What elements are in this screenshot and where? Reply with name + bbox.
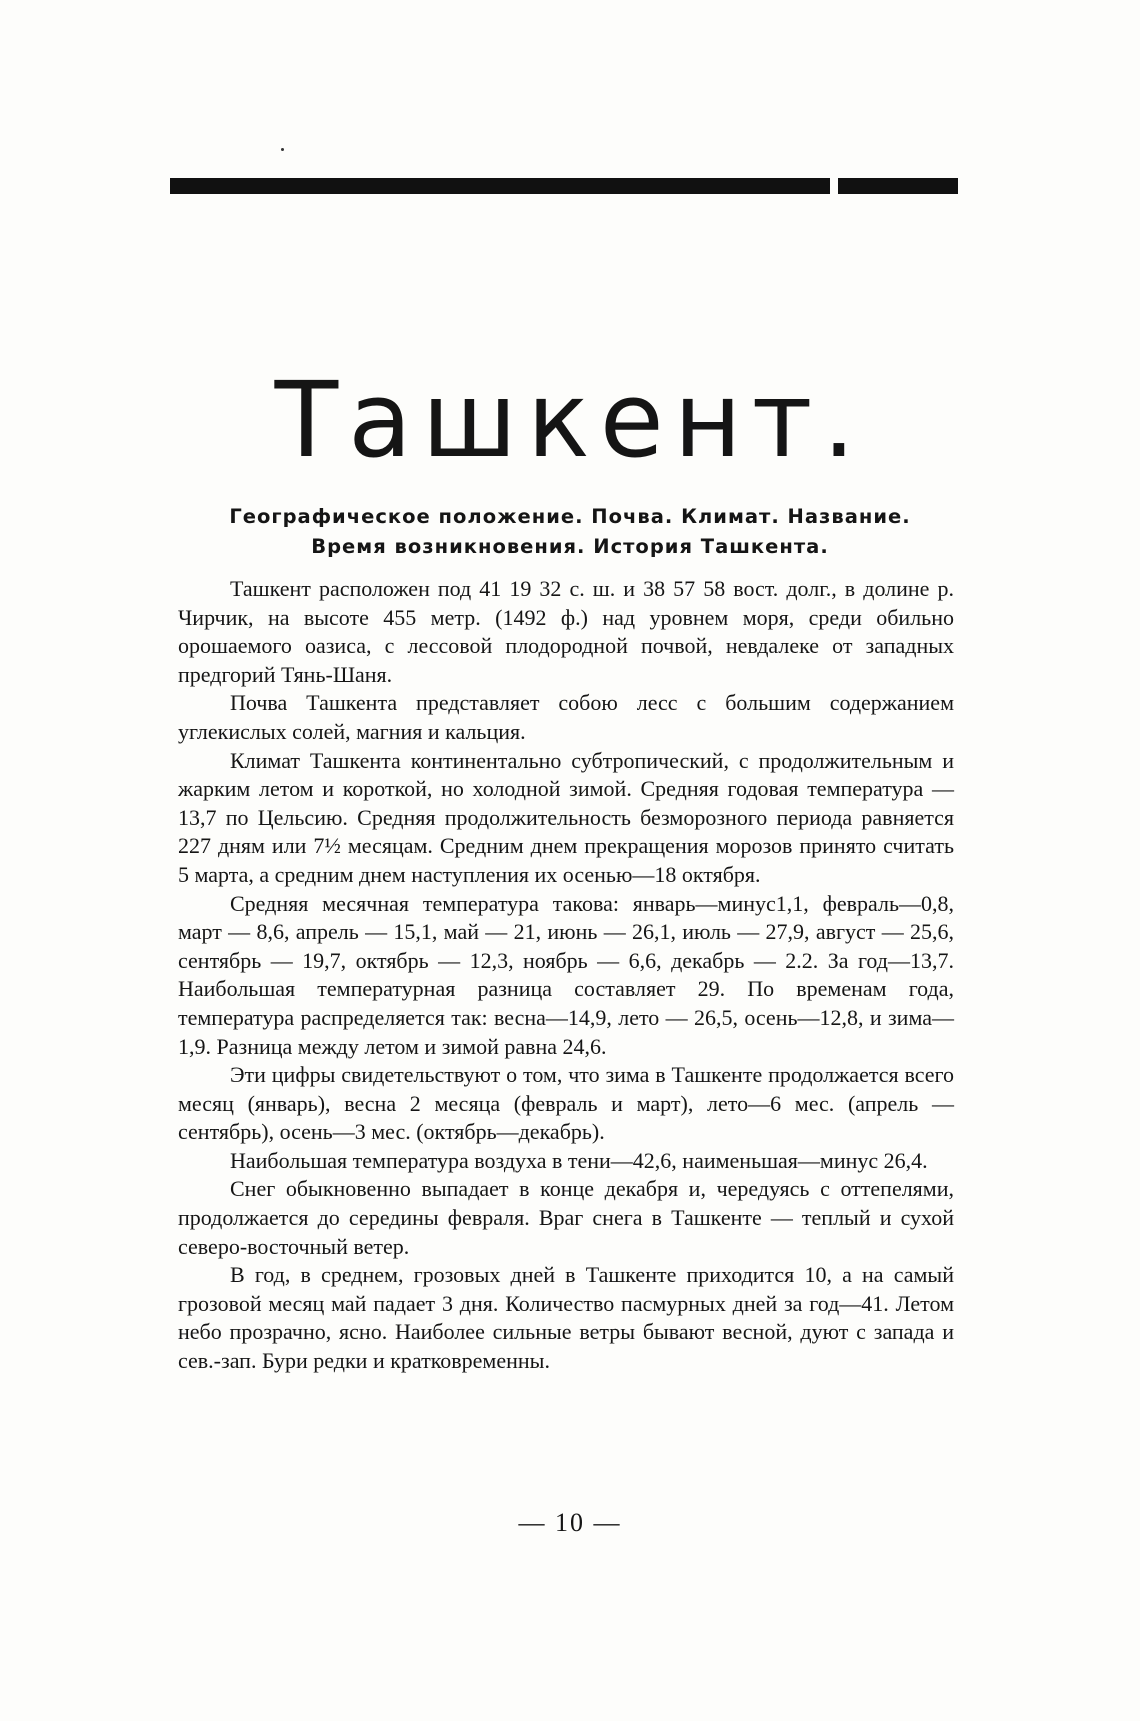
paragraph-seasons: Эти цифры свидетельствуют о том, что зима в Ташкенте продолжается всего месяц (январь), весна 2 месяца (февраль и март), лето—6 мес. (апрель —сентябрь), осень—3 мес. (октябрь—декабрь). [178, 1062, 954, 1145]
paragraph-monthly-temperature: Средняя месячная температура такова: январь—минус1,1, февраль—0,8, март — 8,6, апрель — 15,1, май — 21, июнь — 26,1, июль — 27,9, август — 25,6, сентябрь — 19,7, октябрь — 12,3, ноябрь — 6,6, декабрь — 2.2. За год—13,7. Наибольшая температурная разница составляет 29. По временам года, температура распределяется так: весна—14,9, лето — 26,5, осень—12,8, и зима—1,9. Разница между летом и зимой равна 24,6. [178, 890, 954, 1059]
subtitle-line-1: Географическое положение. Почва. Климат. Название. [229, 505, 911, 528]
header-rule-right [838, 178, 958, 194]
paragraph-snow: Снег обыкновенно выпадает в конце декабря и, чередуясь с оттепелями, продолжается до середины февраля. Враг снега в Ташкенте — теплый и сухой северо-восточный ветер. [178, 1176, 954, 1259]
chapter-title: Ташкент. [274, 359, 866, 481]
paragraph-soil: Почва Ташкента представляет собою лесс с большим содержанием углекислых солей, магния и кальция. [178, 690, 954, 744]
print-speck [281, 148, 284, 151]
chapter-subtitle [150, 502, 990, 562]
paragraph-climate: Климат Ташкента континентально субтропический, с продолжительным и жарким летом и короткой, но холодной зимой. Средняя годовая температура — 13,7 по Цельсию. Средняя продолжительность безморозного периода равняется 227 дням или 7½ месяцам. Средним днем прекращения морозов принято считать 5 марта, а средним днем наступления их осенью—18 октября. [178, 747, 954, 887]
paragraph-storms: В год, в среднем, грозовых дней в Ташкенте приходится 10, а на самый грозовой месяц май падает 3 дня. Количество пасмурных дней за год—41. Летом небо прозрачно, ясно. Наиболее сильные ветры бывают весной, дуют с запада и сев.-зап. Бури редки и кратковременны. [178, 1262, 954, 1374]
subtitle-line-2: Время возникновения. История Ташкента. [311, 535, 829, 558]
header-rule-left [170, 178, 830, 194]
paragraph-extremes: Наибольшая температура воздуха в тени—42,6, наименьшая—минус 26,4. [230, 1147, 928, 1173]
chapter-body [178, 575, 954, 1376]
paragraph-location: Ташкент расположен под 41 19 32 с. ш. и 38 57 58 вост. долг., в долине р. Чирчик, на высоте 455 метр. (1492 ф.) над уровнем моря, среди обильно орошаемого оазиса, с лессовой плодородной почвой, невдалеке от западных предгорий Тянь-Шаня. [178, 576, 954, 687]
page-number: — 10 — [518, 1508, 622, 1537]
